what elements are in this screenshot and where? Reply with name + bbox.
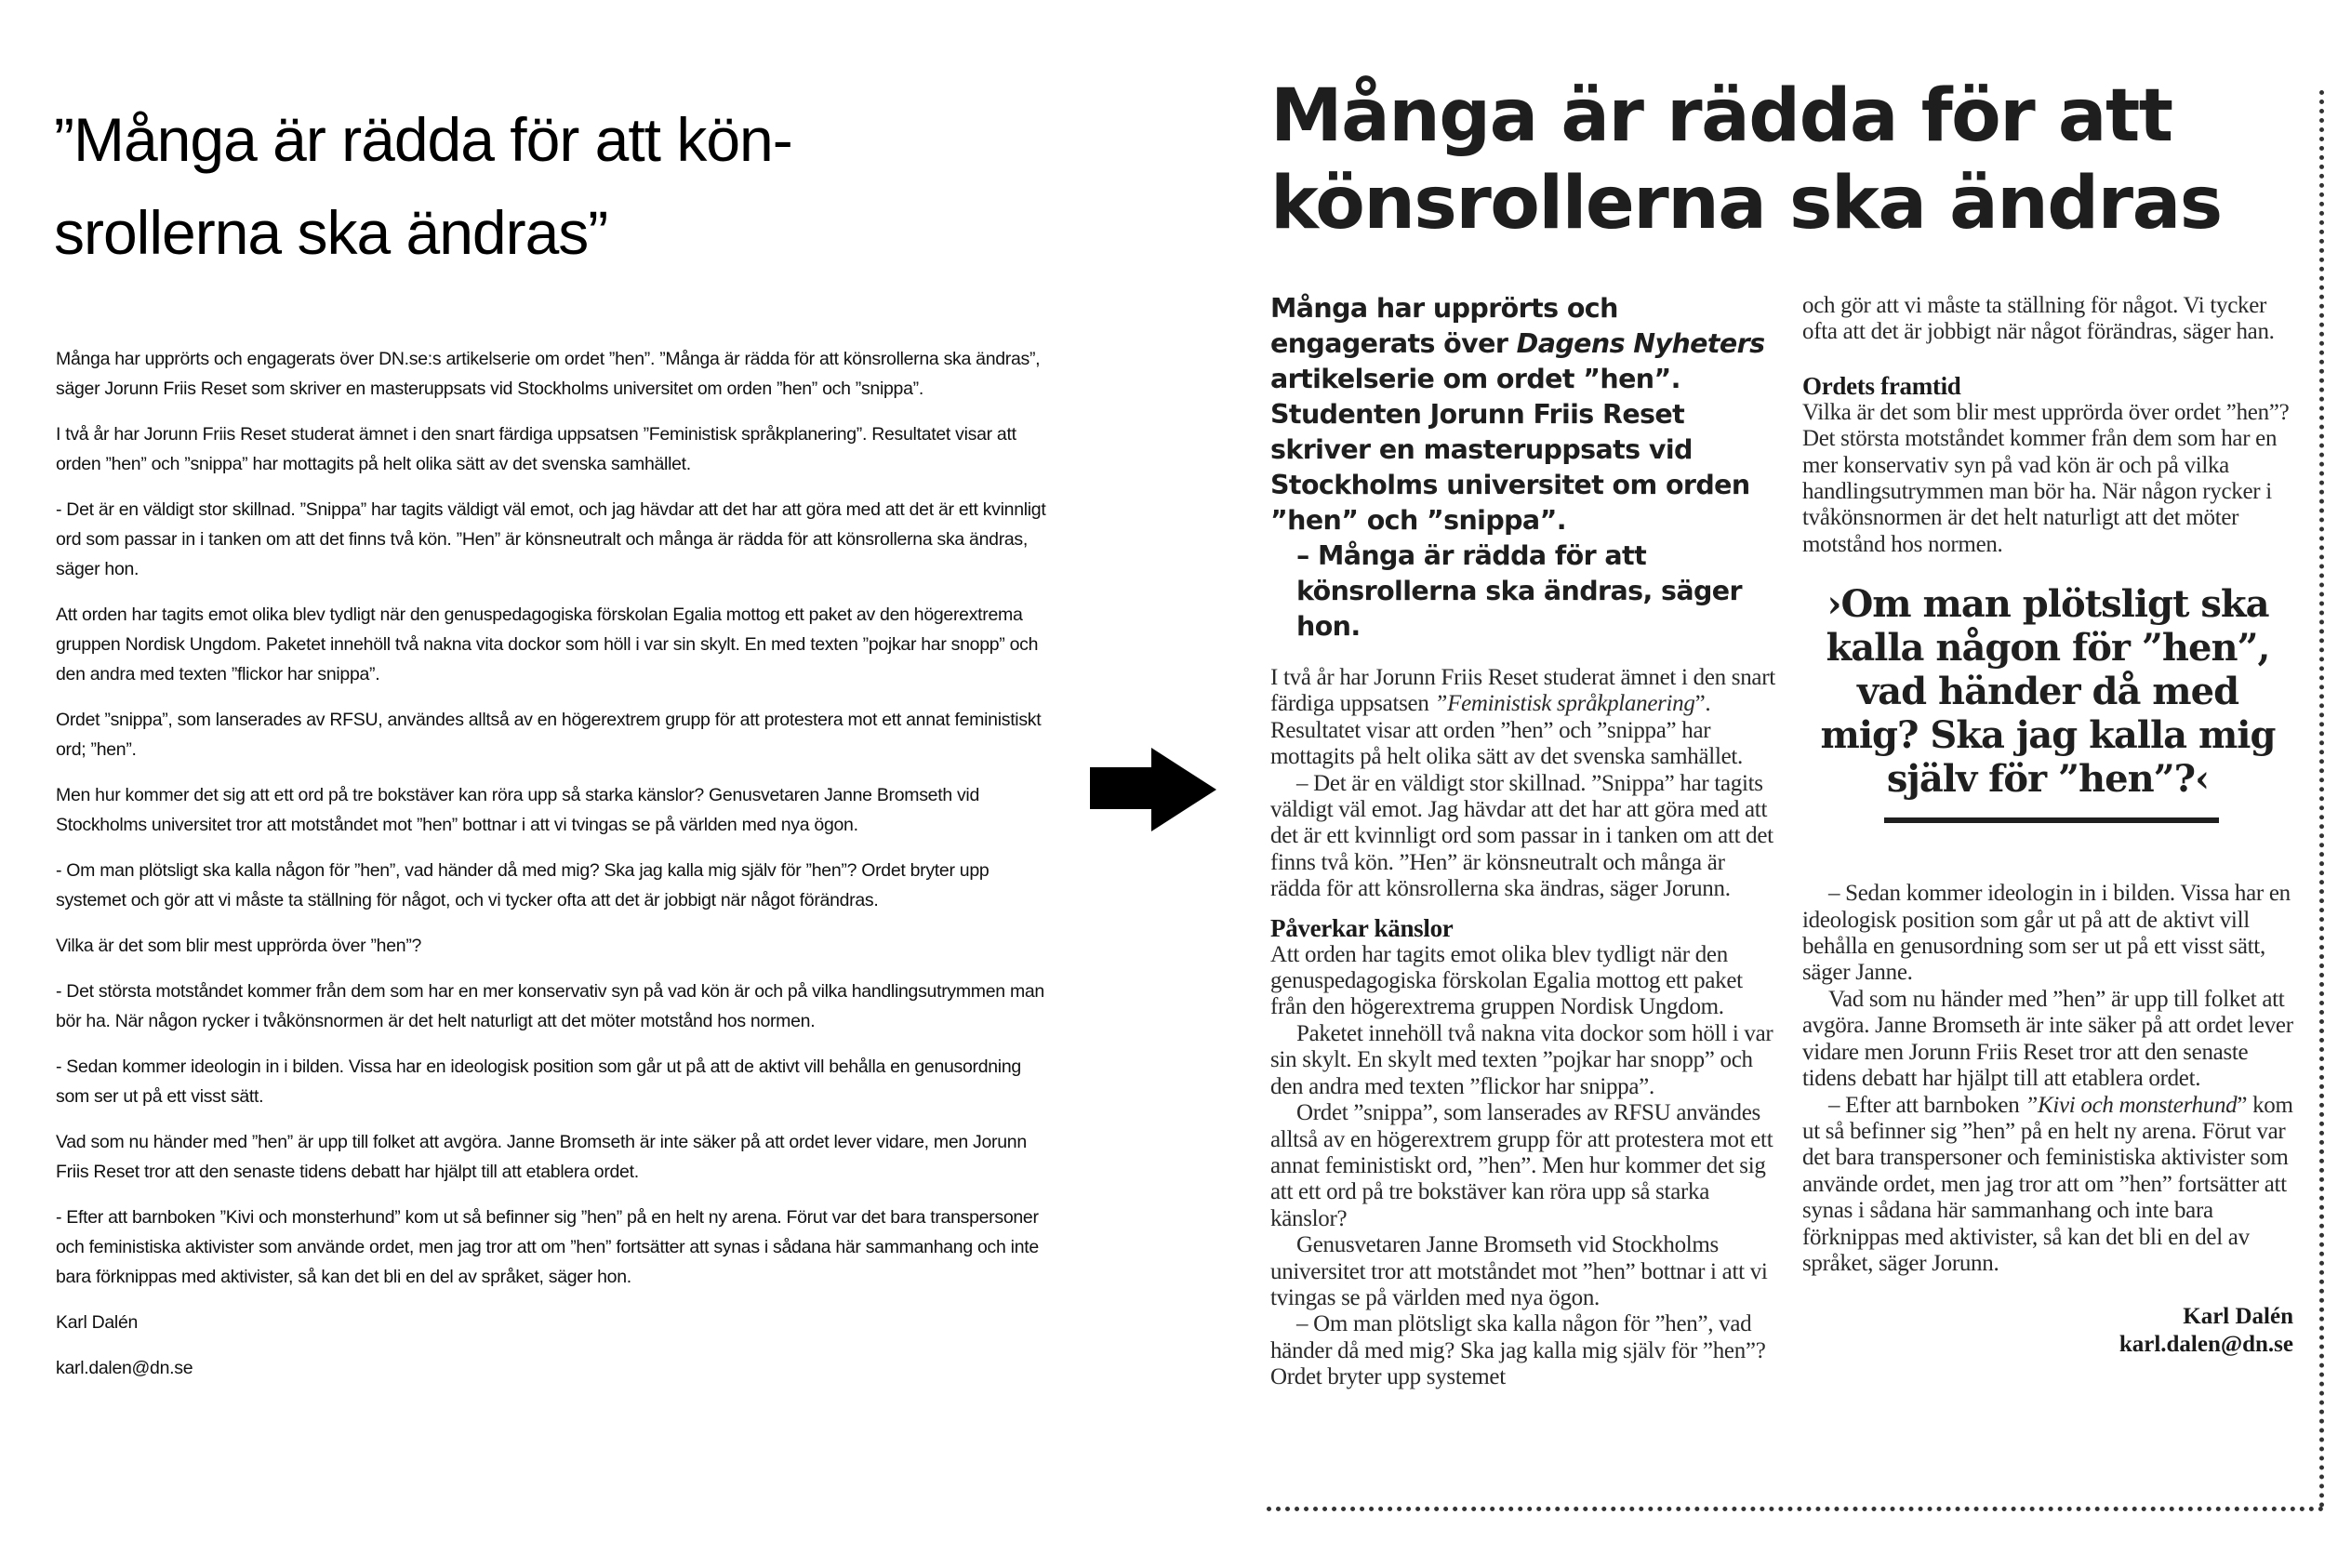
manuscript-body [56, 344, 1051, 1399]
column-paragraph: Vad som nu händer med ”hen” är upp till folket att avgöra. Janne Bromseth är inte säker på att ordet lever vidare men Jorunn Friis Reset tror att den senaste tidens debatt har hjälpt till att etablera ordet. [1802, 986, 2293, 1092]
manuscript-paragraph: - Sedan kommer ideologin in i bilden. Vissa har en ideologisk position som går ut på att de aktivt vill behålla en genusordning som ser ut på ett visst sätt. [56, 1056, 1021, 1107]
dotted-border-bottom [1267, 1507, 2324, 1511]
column-2-top [1802, 293, 2305, 558]
pull-quote-rule [1884, 817, 2219, 823]
manuscript-title-line-2: srollerna ska ändras” [54, 198, 608, 267]
column-paragraph: – Om man plötsligt ska kalla någon för ”hen”, vad händer då med mig? Ska jag kalla mig själv för ”hen”? Ordet bryter upp systemet [1270, 1311, 1766, 1390]
subheading: Påverkar känslor [1270, 913, 1454, 942]
manuscript-paragraph: Många har upprörts och engagerats över DN.se:s artikelserie om ordet ”hen”. ”Många är rädda för att könsrollerna ska ändras”, säger Jorunn Friis Reset som skriver en masteruppsats vid Stockholms universitet om orden ”hen” och ”snippa”. [56, 349, 1041, 399]
manuscript-paragraph: Ordet ”snippa”, som lanserades av RFSU, användes alltså av en högerextrem grupp för att protestera mot ett annat feministiskt ord; ”hen”. [56, 710, 1042, 760]
column-paragraph: Att orden har tagits emot olika blev tydligt när den genuspedagogiska förskolan Egalia mottog ett paket från den högerextrema gruppen Nordisk Ungdom. [1270, 941, 1743, 1020]
newspaper-column-2-continued [1802, 881, 2305, 1277]
column-1-body [1270, 665, 1777, 1391]
subheading: Ordets framtid [1802, 371, 1961, 400]
newspaper-headline-line-2: könsrollerna ska ändras [1270, 162, 2222, 246]
column-paragraph: Genusvetaren Janne Bromseth vid Stockholms universitet tror att motståndet mot ”hen” bottnar i att vi tvingas se på världen med nya ögon. [1270, 1232, 1768, 1310]
newspaper-lead [1270, 291, 1777, 644]
byline [1802, 1303, 2305, 1359]
newspaper-column-1 [1270, 291, 1777, 1391]
column-paragraph: – Det är en väldigt stor skillnad. ”Snippa” har tagits väldigt väl emot. Jag hävdar att det har att göra med att det är ett kvinnligt ord som passar in i tanken om att det finns två kön. ”Hen” är könsneutralt och många är rädda för att könsrollerna ska ändras, säger Jorunn. [1270, 770, 1773, 902]
lead-text: Många har upprörts och engagerats över [1270, 293, 1618, 359]
column-paragraph [1802, 1093, 2305, 1278]
byline-name: Karl Dalén [2183, 1304, 2293, 1330]
newspaper-headline [1270, 73, 2312, 247]
paragraph-text: – Efter att barnboken [1828, 1092, 2026, 1118]
column-paragraph: – Sedan kommer ideologin in i bilden. Vissa har en ideologisk position som går ut på att de aktivt vill behålla en genusordning som ser ut på ett visst sätt, säger Janne. [1802, 881, 2291, 986]
byline-email: karl.dalen@dn.se [2119, 1332, 2293, 1358]
manuscript-paragraph: - Det största motståndet kommer från dem som har en mer konservativ syn på vad kön är och på vilka handlingsutrymmen man bör ha. När någon rycker i tvåkönsnormen är det helt naturligt att det möter motstånd hos normen. [56, 981, 1044, 1031]
column-paragraph: Vilka är det som blir mest upprörda över ordet ”hen”? Det största motståndet kommer från dem som har en mer konservativ syn på vad kön är och på vilka handlingsutrymmen man bör ha. När någon rycker i tvåkönsnormen är det helt naturligt att det möter motstånd hos normen. [1802, 399, 2290, 557]
manuscript-paragraph: Men hur kommer det sig att ett ord på tre bokstäver kan röra upp så starka känslor? Genusvetaren Janne Bromseth vid Stockholms universitet tror att motståndet mot ”hen” bottnar i att vi tvingas se på världen med nya ögon. [56, 785, 980, 835]
lead-text: artikelserie om ordet ”hen”. Studenten Jorunn Friis Reset skriver en masteruppsats vid Stockholms universitet om orden ”hen” och ”snippa”. [1270, 364, 1750, 536]
paragraph-italic-text: ”Kivi och monsterhund [2025, 1092, 2238, 1118]
column-paragraph: Ordet ”snippa”, som lanserades av RFSU användes alltså av en högerextrem grupp för att protestera mot ett annat feministiskt ord, ”hen”. Men hur kommer det sig att ett ord på tre bokstäver kan röra upp så starka känslor? [1270, 1100, 1773, 1231]
manuscript-author: Karl Dalén [56, 1312, 139, 1333]
manuscript-paragraph: Vilka är det som blir mest upprörda över ”hen”? [56, 936, 422, 956]
manuscript-paragraph: - Efter att barnboken ”Kivi och monsterhund” kom ut så befinner sig ”hen” på en helt ny arena. Förut var det bara transpersoner och feministiska aktivister som använde ordet, men jag tror att om ”hen” fortsätter att synas i sådana här sammanhang och inte bara förknippas med aktivister, så kan det bli en del av språket, säger hon. [56, 1207, 1039, 1287]
manuscript-paragraph: Att orden har tagits emot olika blev tydligt när den genuspedagogiska förskolan Egalia mottog ett paket av den högerextrema gruppen Nordisk Ungdom. Paketet innehöll två nakna vita dockor som höll i var sin skylt. En med texten ”pojkar har snopp” och den andra med texten ”flickor har snippa”. [56, 605, 1039, 684]
manuscript-paragraph: Vad som nu händer med ”hen” är upp till folket att avgöra. Janne Bromseth är inte säker på att ordet lever vidare, men Jorunn Friis Reset tror att den senaste tidens debatt har hjälpt till att etablera ordet. [56, 1132, 1027, 1182]
column-paragraph: och gör att vi måste ta ställning för något. Vi tycker ofta att det är jobbigt när något förändras, säger han. [1802, 293, 2275, 345]
lead-italic-text: Dagens Nyheters [1516, 328, 1765, 359]
column-paragraph [1270, 665, 1777, 771]
dotted-border-right [2319, 90, 2324, 1508]
column-paragraph: Paketet innehöll två nakna vita dockor som höll i var sin skylt. En skylt med texten ”pojkar har snopp” och den andra med texten ”flickor har snippa”. [1270, 1020, 1773, 1099]
paragraph-italic-text: ”Feministisk språkplanering [1434, 691, 1695, 717]
paragraph-text: ”. Resultatet visar att orden ”hen” och ”snippa” har mottagits på helt olika sätt av det svenska samhället. [1270, 691, 1743, 770]
right-arrow-icon [1090, 748, 1218, 831]
newspaper-headline-line-1: Många är rädda för att [1270, 74, 2172, 158]
lead-paragraph [1270, 291, 1777, 538]
paragraph-text: ” kom ut så befinner sig ”hen” på en helt ny arena. Förut var det bara transpersoner och feministiska aktivister som använde ordet, men jag tror att om ”hen” fortsätter att synas i sådana här sammanhang och inte bara förknippas med aktivister, så kan det bli en del av språket, säger Jorunn. [1802, 1092, 2293, 1276]
lead-quote: – Många är rädda för att könsrollerna ska ändras, säger hon. [1296, 540, 1742, 642]
manuscript-paragraph: - Det är en väldigt stor skillnad. ”Snippa” har tagits väldigt väl emot, och jag hävdar att det har att göra med att det är ett kvinnligt ord som passar in i tanken om att det finns två kön. ”Hen” är könsneutralt och många är rädda för att könsrollerna ska ändras, säger hon. [56, 499, 1046, 579]
manuscript-email: karl.dalen@dn.se [56, 1358, 193, 1378]
manuscript-title [54, 93, 1077, 279]
manuscript-title-line-1: ”Många är rädda för att kön- [54, 105, 792, 174]
pull-quote: ›Om man plötsligt ska kalla någon för ”hen”, vad händer då med mig? Ska jag kalla mig själv för ”hen”?‹ [1820, 582, 2276, 802]
newspaper-column-2 [1802, 293, 2305, 1359]
manuscript-paragraph: - Om man plötsligt ska kalla någon för ”hen”, vad händer då med mig? Ska jag kalla mig själv för ”hen”? Ordet bryter upp systemet och gör att vi måste ta ställning för något, och vi tycker ofta att det är jobbigt när något förändras. [56, 860, 990, 910]
manuscript-paragraph: I två år har Jorunn Friis Reset studerat ämnet i den snart färdiga uppsatsen ”Feministisk språkplanering”. Resultatet visar att orden ”hen” och ”snippa” har mottagits på helt olika sätt av det svenska samhället. [56, 424, 1016, 474]
paragraph-text: I två år har Jorunn Friis Reset studerat ämnet i den snart färdiga uppsatsen [1270, 665, 1775, 717]
